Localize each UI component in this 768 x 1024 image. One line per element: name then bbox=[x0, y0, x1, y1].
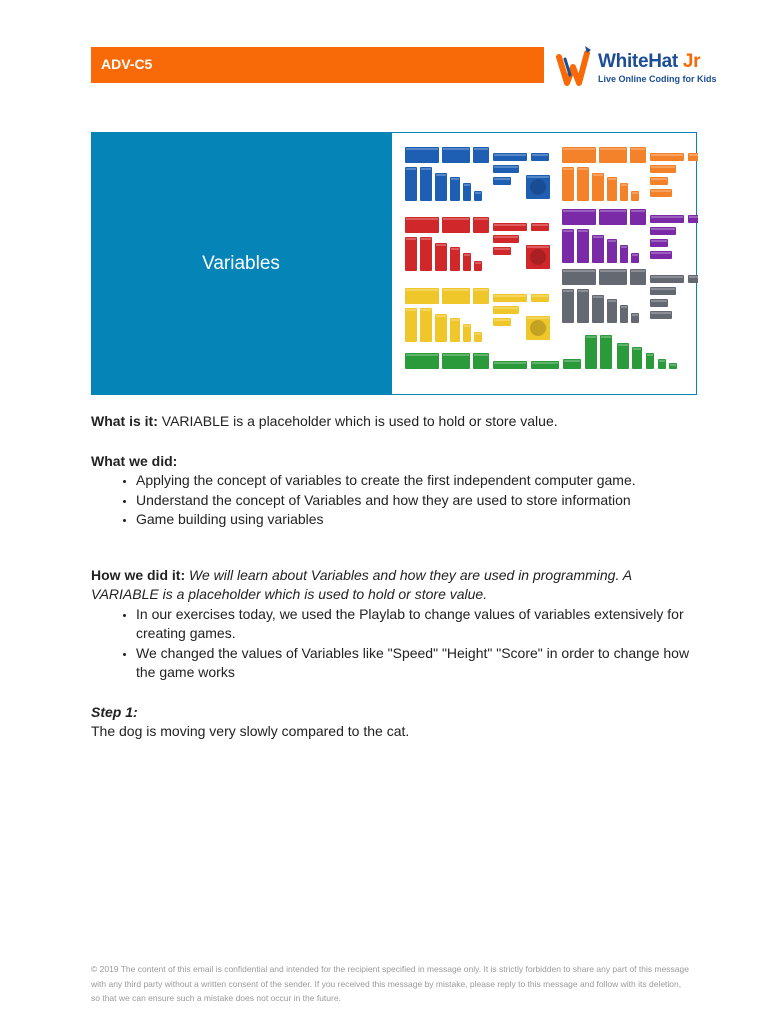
lego-brick-highlight bbox=[608, 240, 616, 242]
lego-brick-highlight bbox=[601, 336, 611, 338]
lego-brick-highlight bbox=[621, 184, 627, 186]
lego-brick-highlight bbox=[578, 230, 588, 232]
lego-brick-highlight bbox=[406, 148, 438, 150]
lego-brick-highlight bbox=[633, 348, 641, 350]
lego-brick-highlight bbox=[532, 295, 548, 297]
lego-brick-highlight bbox=[527, 176, 549, 178]
lego-brick bbox=[617, 343, 629, 369]
lesson-content bbox=[91, 412, 691, 742]
lego-brick-highlight bbox=[608, 300, 616, 302]
lego-brick bbox=[562, 229, 574, 263]
lego-brick bbox=[632, 347, 642, 369]
step-1-heading: Step 1: bbox=[91, 703, 138, 720]
lego-brick-highlight bbox=[532, 362, 558, 364]
logo-w-mark-icon bbox=[556, 45, 596, 87]
lego-brick-highlight bbox=[494, 236, 518, 238]
lego-brick-highlight bbox=[443, 218, 469, 220]
lego-round-stud bbox=[530, 249, 546, 265]
lego-brick-highlight bbox=[475, 333, 481, 335]
lego-brick-highlight bbox=[421, 168, 431, 170]
lego-brick-highlight bbox=[578, 290, 588, 292]
lego-brick-highlight bbox=[600, 210, 626, 212]
list-item: • Understand the concept of Variables and how they are used to store information bbox=[136, 491, 691, 511]
lego-brick-highlight bbox=[578, 168, 588, 170]
lego-brick-highlight bbox=[651, 300, 667, 302]
what-is-it-paragraph bbox=[91, 412, 691, 432]
lego-brick bbox=[405, 167, 417, 201]
lego-brick-highlight bbox=[651, 240, 667, 242]
lego-brick-highlight bbox=[406, 238, 416, 240]
lego-brick bbox=[435, 314, 447, 342]
lego-brick-highlight bbox=[647, 354, 653, 356]
lego-brick-highlight bbox=[600, 148, 626, 150]
lego-brick bbox=[450, 177, 460, 201]
lego-brick-highlight bbox=[474, 218, 488, 220]
lego-brick bbox=[562, 167, 574, 201]
lego-brick-highlight bbox=[494, 166, 518, 168]
lego-bricks-image bbox=[392, 133, 698, 396]
list-item: • We changed the values of Variables like "Speed" "Height" "Score" in order to change how the game works bbox=[136, 644, 691, 683]
lego-brick-highlight bbox=[600, 270, 626, 272]
lego-brick-highlight bbox=[563, 290, 573, 292]
lego-brick-highlight bbox=[631, 148, 645, 150]
lego-brick-highlight bbox=[563, 148, 595, 150]
lego-brick-highlight bbox=[593, 236, 603, 238]
banner-title: Variables bbox=[202, 252, 280, 274]
lego-brick bbox=[405, 237, 417, 271]
lego-brick-highlight bbox=[618, 344, 628, 346]
lego-brick-highlight bbox=[436, 174, 446, 176]
lego-brick-highlight bbox=[563, 210, 595, 212]
lego-brick-highlight bbox=[659, 360, 665, 362]
lego-brick-highlight bbox=[475, 192, 481, 194]
lego-brick-highlight bbox=[563, 168, 573, 170]
lego-brick-highlight bbox=[527, 246, 549, 248]
lego-brick bbox=[607, 177, 617, 201]
lego-brick-highlight bbox=[421, 238, 431, 240]
lego-brick-highlight bbox=[494, 319, 510, 321]
lego-brick-highlight bbox=[421, 309, 431, 311]
logo-wordmark: WhiteHat Jr bbox=[598, 51, 701, 72]
lego-brick-highlight bbox=[651, 178, 667, 180]
lego-brick-highlight bbox=[651, 228, 675, 230]
lego-brick-highlight bbox=[443, 148, 469, 150]
lego-brick bbox=[420, 167, 432, 201]
lego-brick-highlight bbox=[689, 276, 698, 278]
lego-brick bbox=[450, 247, 460, 271]
lego-brick-highlight bbox=[608, 178, 616, 180]
how-we-did-it-paragraph bbox=[91, 566, 691, 605]
lego-brick bbox=[577, 289, 589, 323]
lego-brick-highlight bbox=[651, 288, 675, 290]
lego-brick-highlight bbox=[494, 178, 510, 180]
lego-brick-highlight bbox=[494, 248, 510, 250]
lego-brick bbox=[607, 239, 617, 263]
lego-brick bbox=[420, 308, 432, 342]
lego-brick-highlight bbox=[451, 178, 459, 180]
lego-brick-highlight bbox=[651, 166, 675, 168]
lego-brick-highlight bbox=[689, 216, 698, 218]
lego-brick bbox=[600, 335, 612, 369]
what-we-did-heading: What we did: bbox=[91, 452, 178, 469]
lego-brick bbox=[562, 289, 574, 323]
lego-brick-highlight bbox=[436, 315, 446, 317]
lego-brick-highlight bbox=[593, 296, 603, 298]
lego-brick-highlight bbox=[464, 184, 470, 186]
lego-brick-highlight bbox=[451, 248, 459, 250]
lego-brick-highlight bbox=[475, 262, 481, 264]
lego-brick-highlight bbox=[651, 252, 671, 254]
lego-brick bbox=[450, 318, 460, 342]
lego-brick-highlight bbox=[651, 276, 683, 278]
lego-brick bbox=[592, 295, 604, 323]
what-we-did-list bbox=[91, 471, 691, 530]
logo-tagline: Live Online Coding for Kids bbox=[598, 74, 717, 84]
lego-round-stud bbox=[530, 179, 546, 195]
lego-brick bbox=[592, 235, 604, 263]
lego-brick-highlight bbox=[406, 168, 416, 170]
lego-brick-highlight bbox=[651, 154, 683, 156]
lego-brick bbox=[577, 229, 589, 263]
lego-brick-highlight bbox=[564, 360, 580, 362]
banner-image-panel bbox=[391, 132, 697, 395]
list-item: • Applying the concept of variables to create the first independent computer game. bbox=[136, 471, 691, 491]
lego-brick bbox=[420, 237, 432, 271]
lego-brick-highlight bbox=[563, 270, 595, 272]
banner-title-panel bbox=[91, 132, 391, 395]
lego-brick-highlight bbox=[406, 354, 438, 356]
list-item: • In our exercises today, we used the Playlab to change values of variables extensively for creating games. bbox=[136, 605, 691, 644]
lego-brick-highlight bbox=[621, 246, 627, 248]
whitehat-jr-logo bbox=[556, 45, 717, 87]
lego-brick-highlight bbox=[474, 354, 488, 356]
step-1-text: The dog is moving very slowly compared to the cat. bbox=[91, 723, 410, 739]
lego-brick bbox=[577, 167, 589, 201]
lego-brick bbox=[585, 335, 597, 369]
lego-brick-highlight bbox=[443, 289, 469, 291]
lego-brick-highlight bbox=[474, 289, 488, 291]
lego-brick-highlight bbox=[651, 190, 671, 192]
lego-brick-highlight bbox=[527, 317, 549, 319]
lego-brick-highlight bbox=[494, 362, 526, 364]
lego-brick-highlight bbox=[406, 289, 438, 291]
lego-brick-highlight bbox=[443, 354, 469, 356]
how-we-did-it-label: How we did it: bbox=[91, 566, 186, 583]
lego-brick bbox=[592, 173, 604, 201]
lego-brick-highlight bbox=[621, 306, 627, 308]
lego-brick-highlight bbox=[494, 307, 518, 309]
lego-brick bbox=[607, 299, 617, 323]
what-is-it-label: What is it: bbox=[91, 413, 158, 429]
lego-brick-highlight bbox=[631, 270, 645, 272]
how-we-did-it-text: We will learn about Variables and how they are used in programming. A VARIABLE is a placeholder which is used to hold or store value. bbox=[91, 566, 632, 602]
lego-brick-highlight bbox=[689, 154, 698, 156]
list-item: • Game building using variables bbox=[136, 510, 691, 530]
lego-brick bbox=[435, 243, 447, 271]
lego-brick-highlight bbox=[436, 244, 446, 246]
lego-brick-highlight bbox=[631, 210, 645, 212]
lego-brick-highlight bbox=[494, 154, 526, 156]
lego-brick-highlight bbox=[406, 309, 416, 311]
lego-brick-highlight bbox=[670, 364, 676, 366]
how-we-did-it-list bbox=[91, 605, 691, 683]
lego-brick-highlight bbox=[586, 336, 596, 338]
lego-brick-highlight bbox=[651, 312, 671, 314]
lego-brick bbox=[405, 308, 417, 342]
lego-round-stud bbox=[530, 320, 546, 336]
lego-brick-highlight bbox=[474, 148, 488, 150]
lego-brick-highlight bbox=[632, 314, 638, 316]
lego-brick-highlight bbox=[464, 254, 470, 256]
lego-brick-highlight bbox=[406, 218, 438, 220]
lego-brick-highlight bbox=[563, 230, 573, 232]
lego-brick-highlight bbox=[464, 325, 470, 327]
lego-brick-highlight bbox=[494, 224, 526, 226]
lego-brick-highlight bbox=[494, 295, 526, 297]
what-is-it-text: VARIABLE is a placeholder which is used to hold or store value. bbox=[157, 413, 558, 429]
course-code: ADV-C5 bbox=[101, 56, 153, 72]
lego-brick bbox=[435, 173, 447, 201]
lego-brick-highlight bbox=[632, 192, 638, 194]
lego-brick-highlight bbox=[651, 216, 683, 218]
lego-brick-highlight bbox=[532, 154, 548, 156]
confidentiality-footer: © 2019 The content of this email is confidential and intended for the recipient specified in message only. It is strictly forbidden to share any part of this message with any third party without a written consent of the sender. If you received this message by mistake, please reply to this message and follow with its deletion, so that we can ensure such a mistake does not occur in the future. bbox=[91, 964, 689, 1003]
lego-brick-highlight bbox=[632, 254, 638, 256]
lego-brick-highlight bbox=[593, 174, 603, 176]
lego-brick-highlight bbox=[451, 319, 459, 321]
course-code-bar bbox=[91, 47, 544, 83]
lego-brick-highlight bbox=[532, 224, 548, 226]
